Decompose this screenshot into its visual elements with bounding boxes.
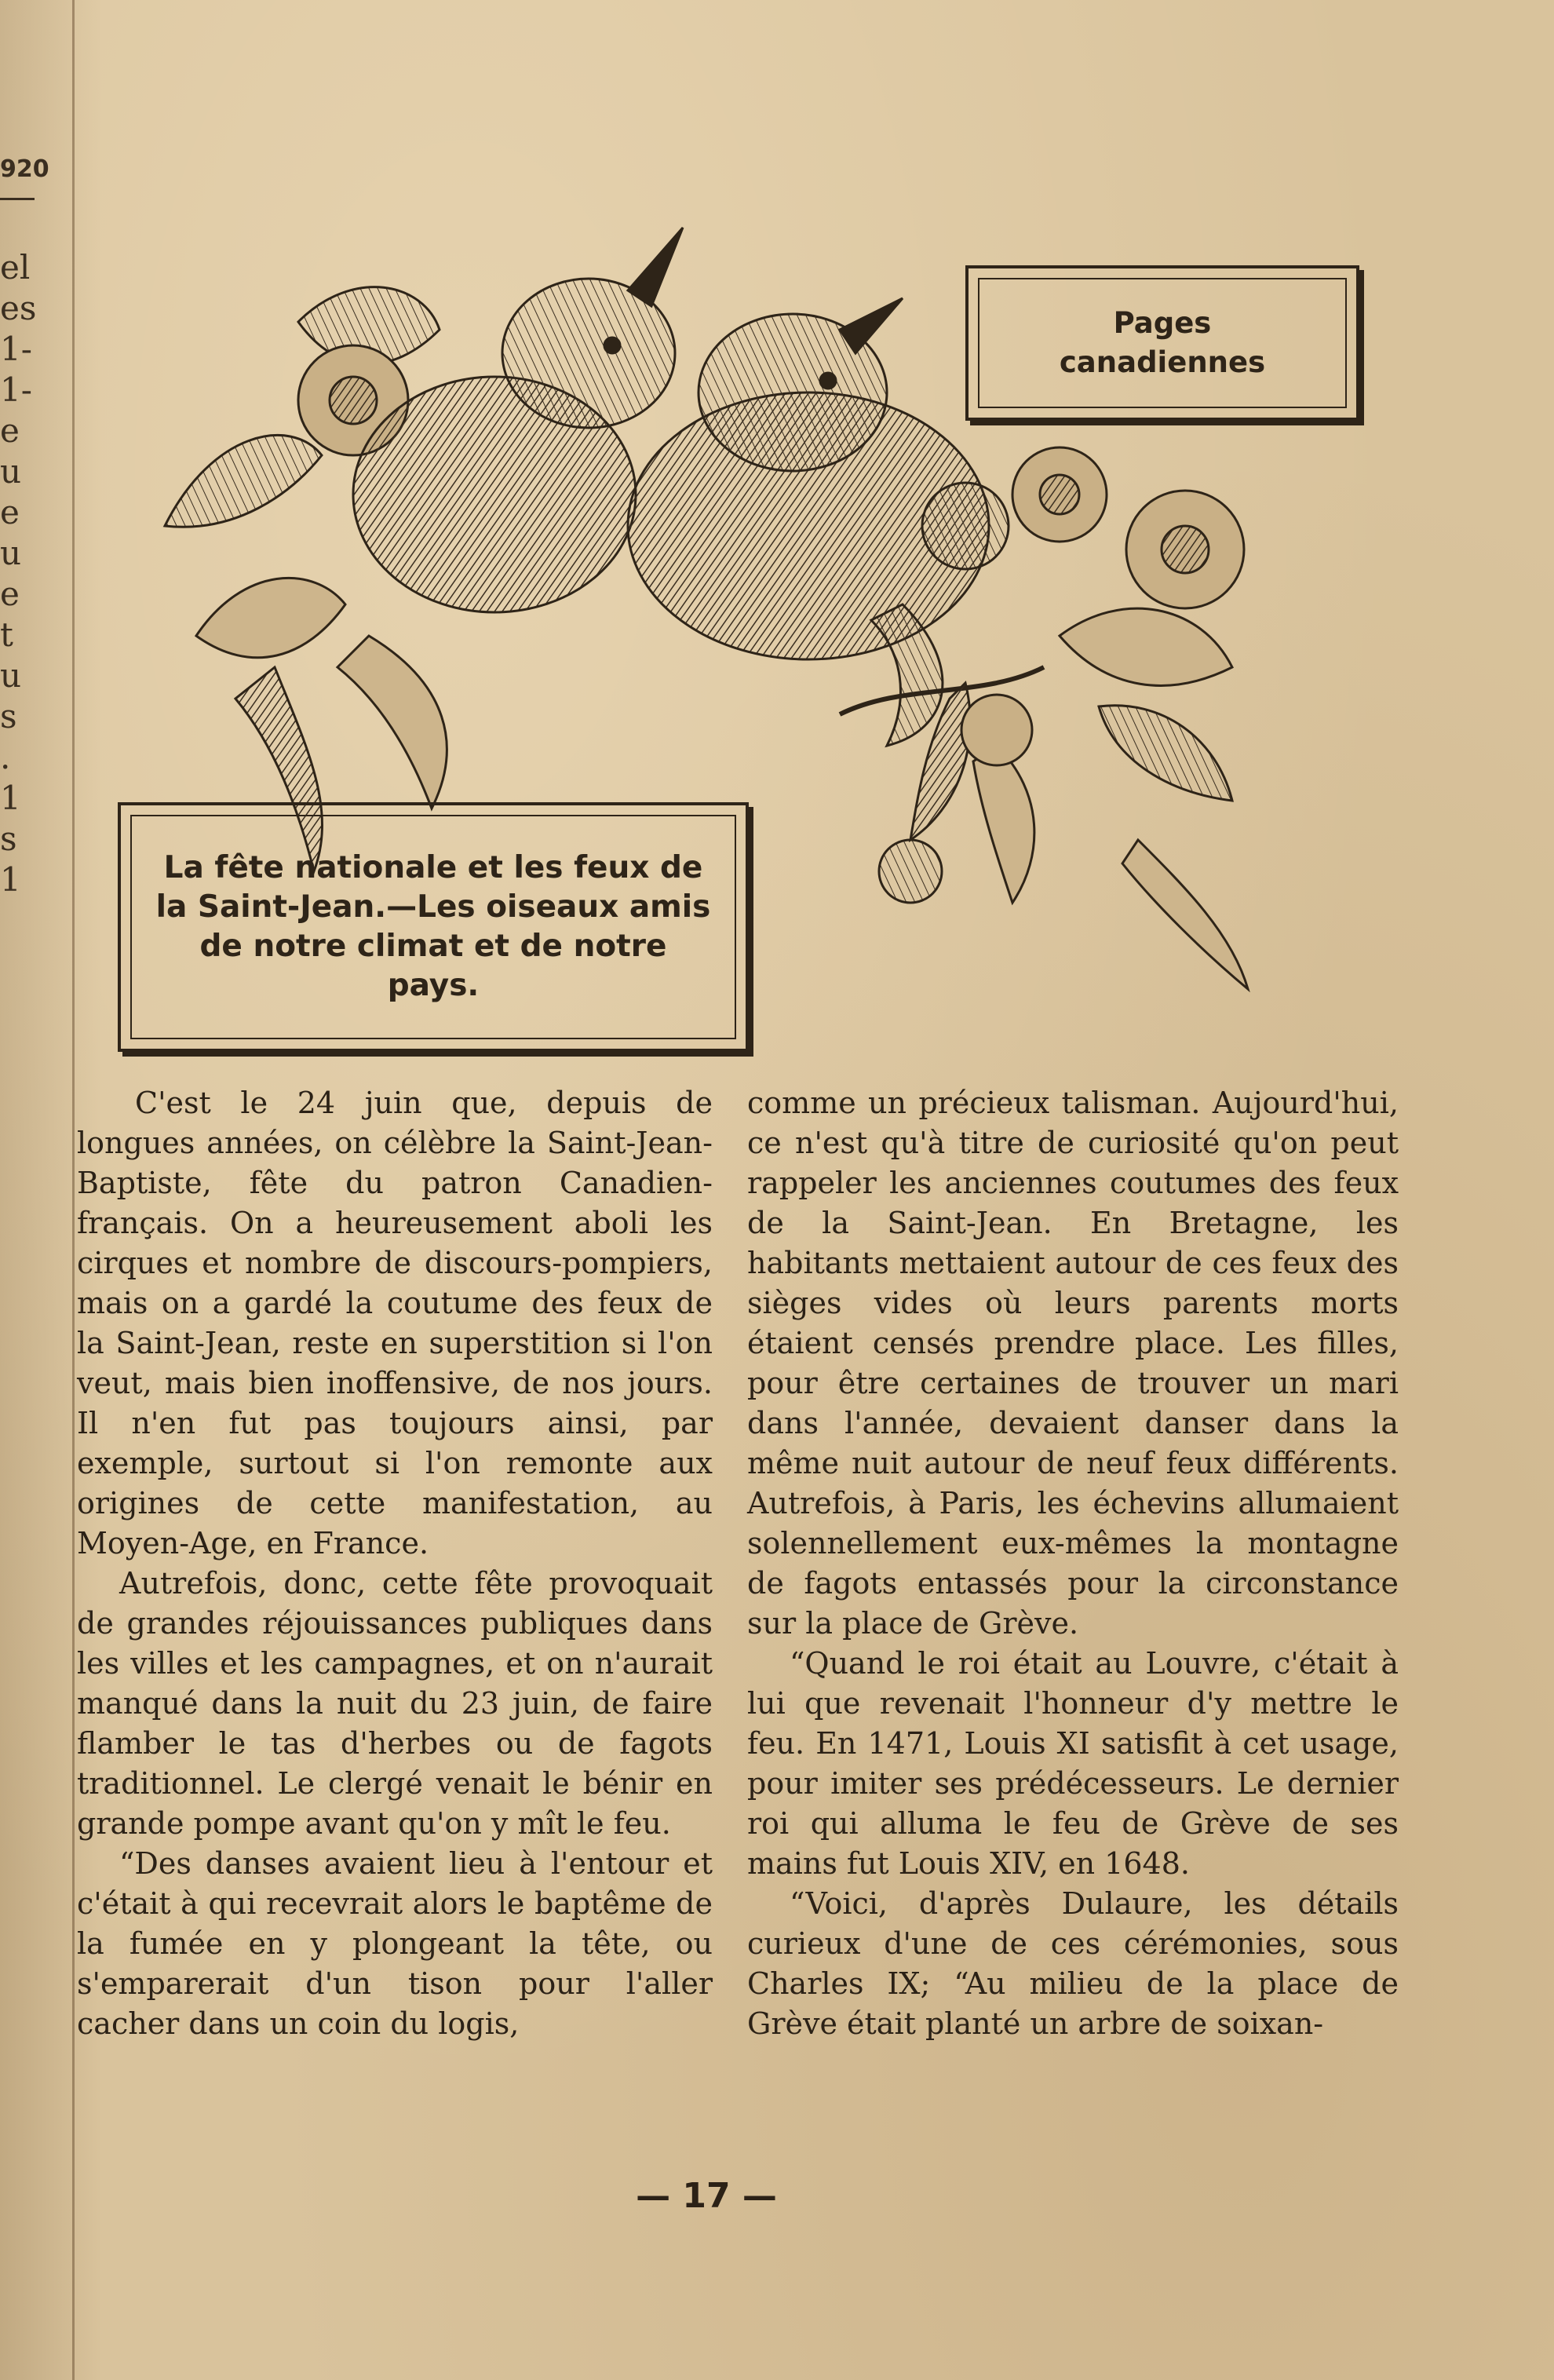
margin-letter: u — [0, 534, 22, 572]
margin-letter: s — [0, 819, 17, 858]
margin-letter: es — [0, 289, 37, 327]
margin-letter: e — [0, 411, 20, 450]
margin-letter: 1- — [0, 371, 32, 409]
paragraph: C'est le 24 juin que, depuis de longues années, on célèbre la Saint-Jean-Baptiste, fête du patron Canadien-français. On a heureusement aboli les cirques et nombre de discours-pompiers, mais on a gardé la coutume des feux de la Saint-Jean, reste en superstition si l'on veut, mais bien inoffensive, de nos jours. Il n'en fut pas toujours ainsi, par exemple, surtout si l'on remonte aux origines de cette manifestation, au Moyen-Age, en France. — [77, 1086, 713, 1561]
margin-letter: . — [0, 738, 11, 776]
article-title-box — [118, 802, 749, 1052]
adjacent-page-margin — [0, 149, 47, 900]
page-gutter-line — [72, 0, 75, 2380]
article-left-column — [77, 1083, 713, 2044]
paragraph: “Des danses avaient lieu à l'entour et c'était à qui recevrait alors le baptême de la fumée en y plongeant la tête, ou s'emparerait d'un tison pour l'aller cacher dans un coin du logis, — [77, 1846, 713, 2041]
paragraph: “Voici, d'après Dulaure, les détails curieux d'une de ces cérémonies, sous Charles IX; “Au milieu de la place de Grève était planté un arbre de soixan- — [747, 1886, 1399, 2041]
adjacent-page-year: 920 — [0, 155, 49, 183]
margin-letter: s — [0, 697, 17, 736]
page-number: — 17 — — [636, 2176, 777, 2216]
margin-letter: 1 — [0, 779, 21, 817]
paragraph: “Quand le roi était au Louvre, c'était à lui que revenait l'honneur d'y mettre le feu. En 1471, Louis XI satisfit à cet usage, pour imiter ses prédécesseurs. Le dernier roi qui alluma le feu de Grève de ses mains fut Louis XIV, en 1648. — [747, 1646, 1399, 1881]
margin-letter: 1- — [0, 330, 32, 368]
paragraph: Autrefois, donc, cette fête provoquait de grandes réjouissances publiques dans les villes et les campagnes, et on n'aurait manqué dans la nuit du 23 juin, de faire flamber le tas d'herbes ou de fagots traditionnel. Le clergé venait le bénir en grande pompe avant qu'on y mît le feu. — [77, 1566, 713, 1841]
section-header-box — [965, 265, 1359, 421]
margin-letter: el — [0, 248, 31, 287]
adjacent-page-letters — [0, 247, 47, 900]
margin-letter: e — [0, 493, 20, 531]
margin-letter: t — [0, 615, 13, 654]
paragraph: comme un précieux talisman. Aujourd'hui, ce n'est qu'à titre de curiosité qu'on peut rappeler les anciennes coutumes des feux de la Saint-Jean. En Bretagne, les habitants mettaient autour de ces feux des sièges vides où leurs parents morts étaient censés prendre place. Les filles, pour être certaines de trouver un mari dans l'année, devaient danser dans la même nuit autour de neuf feux différents. Autrefois, à Paris, les échevins allumaient solennellement eux-mêmes la montagne de fagots entassés pour la circonstance sur la place de Grève. — [747, 1086, 1399, 1641]
article-title: La fête nationale et les feux de la Saint-Jean.—Les oiseaux amis de notre climat et de notre pays. — [155, 850, 711, 1003]
adjacent-page-rule — [0, 198, 35, 200]
section-header-title: Pages canadiennes — [1059, 306, 1266, 379]
margin-letter: u — [0, 452, 22, 491]
margin-letter: 1 — [0, 860, 21, 899]
article-right-column — [747, 1083, 1399, 2044]
margin-letter: e — [0, 575, 20, 613]
margin-letter: u — [0, 656, 22, 695]
